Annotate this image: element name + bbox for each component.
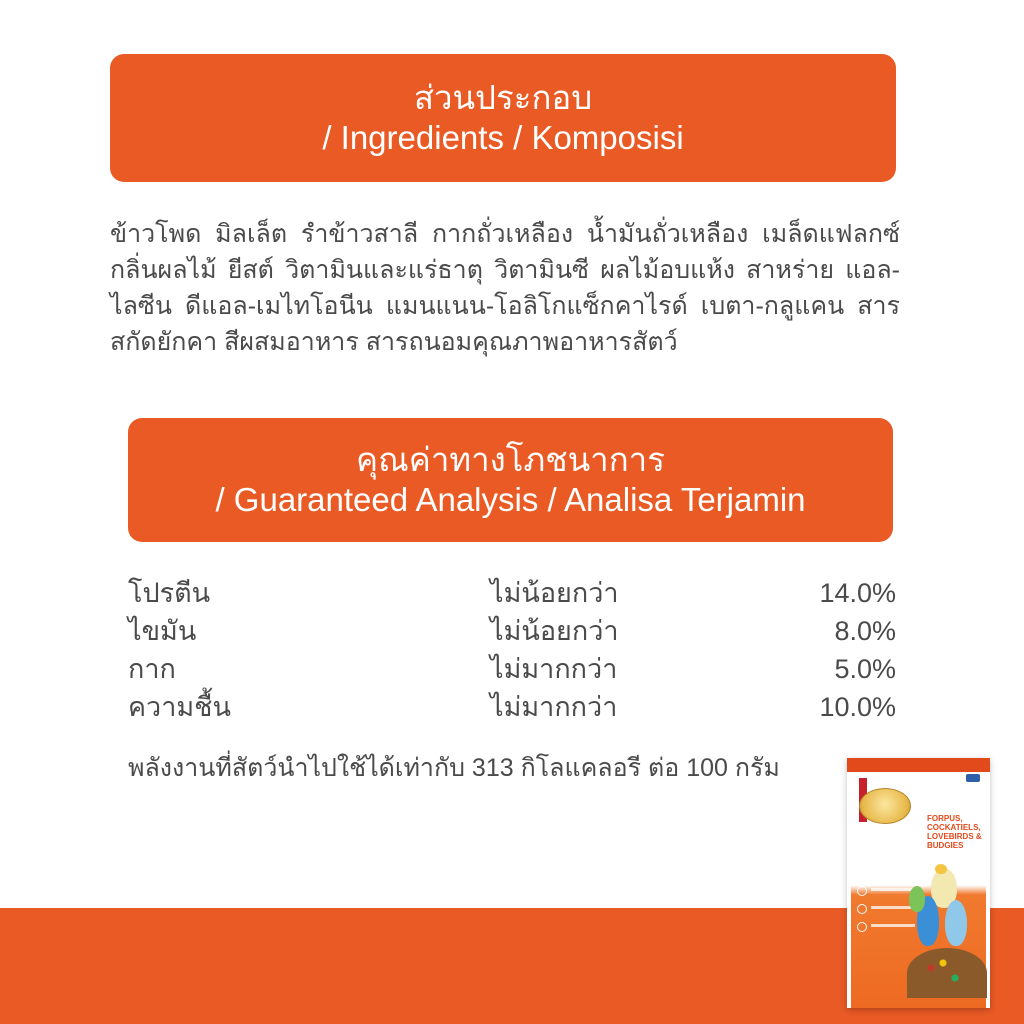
- nutrient-qualifier: ไม่มากกว่า: [490, 692, 618, 722]
- nutrient-name: กาก: [128, 654, 176, 684]
- analysis-header: [128, 418, 893, 542]
- ingredients-title-english-indonesian: / Ingredients / Komposisi: [322, 119, 684, 156]
- nutrient-qualifier: ไม่น้อยกว่า: [490, 578, 619, 608]
- feature-check-icon: [857, 886, 867, 896]
- nutrient-name: ไขมัน: [128, 616, 197, 646]
- nutrient-value: 8.0%: [834, 616, 896, 646]
- analysis-row-protein: [128, 574, 896, 612]
- feature-text: [871, 924, 915, 927]
- feature-check-icon: [857, 922, 867, 932]
- energy-statement: พลังงานที่สัตว์นำไปใช้ได้เท่ากับ 313 กิโลแคลอรี ต่อ 100 กรัม: [128, 754, 780, 782]
- lovebird-green: [909, 886, 925, 912]
- nutrient-value: 10.0%: [819, 692, 896, 722]
- bag-top-strip: [847, 758, 990, 772]
- ingredients-list: ข้าวโพด มิลเล็ต รำข้าวสาลี กากถั่วเหลือง น้ำมันถั่วเหลือง เมล็ดแฟลกซ์ กลิ่นผลไม้ ยีสต์ วิตามินและแร่ธาตุ วิตามินซี ผลไม้อบแห้ง สาหร่าย แอล-ไลซีน ดีแอล-เมไทโอนีน แมนแนน-โอลิโกแซ็กคาไรด์ เบตา-กลูแคน สารสกัดยักคา สีผสมอาหาร สารถนอมคุณภาพอาหารสัตว์: [110, 220, 900, 356]
- analysis-title-english-indonesian: / Guaranteed Analysis / Analisa Terjamin: [215, 481, 806, 518]
- seed-mix: [907, 948, 987, 998]
- analysis-title-thai: คุณค่าทางโภชนาการ: [356, 441, 665, 478]
- bag-product-label: FORPUS, COCKATIELS, LOVEBIRDS & BUDGIES: [927, 814, 982, 850]
- nutrient-qualifier: ไม่น้อยกว่า: [490, 616, 619, 646]
- feature-text: [871, 888, 915, 891]
- analysis-row-moisture: [128, 688, 896, 726]
- analysis-row-fat: [128, 612, 896, 650]
- product-bag-image: [847, 758, 990, 1008]
- nutrient-name: ความชื้น: [128, 692, 231, 722]
- nutrient-qualifier: ไม่มากกว่า: [490, 654, 618, 684]
- feature-check-icon: [857, 904, 867, 914]
- nutrient-name: โปรตีน: [128, 578, 211, 608]
- guaranteed-analysis-table: [128, 574, 896, 726]
- feature-text: [871, 906, 915, 909]
- nutrient-value: 5.0%: [834, 654, 896, 684]
- cockatiel-crest: [935, 864, 947, 874]
- bag-badge: [966, 774, 980, 782]
- analysis-row-fiber: [128, 650, 896, 688]
- nutrient-value: 14.0%: [819, 578, 896, 608]
- ingredients-title-thai: ส่วนประกอบ: [413, 79, 593, 116]
- brand-emblem-logo: [859, 788, 911, 824]
- ingredients-header: [110, 54, 896, 182]
- budgie-light: [945, 900, 967, 946]
